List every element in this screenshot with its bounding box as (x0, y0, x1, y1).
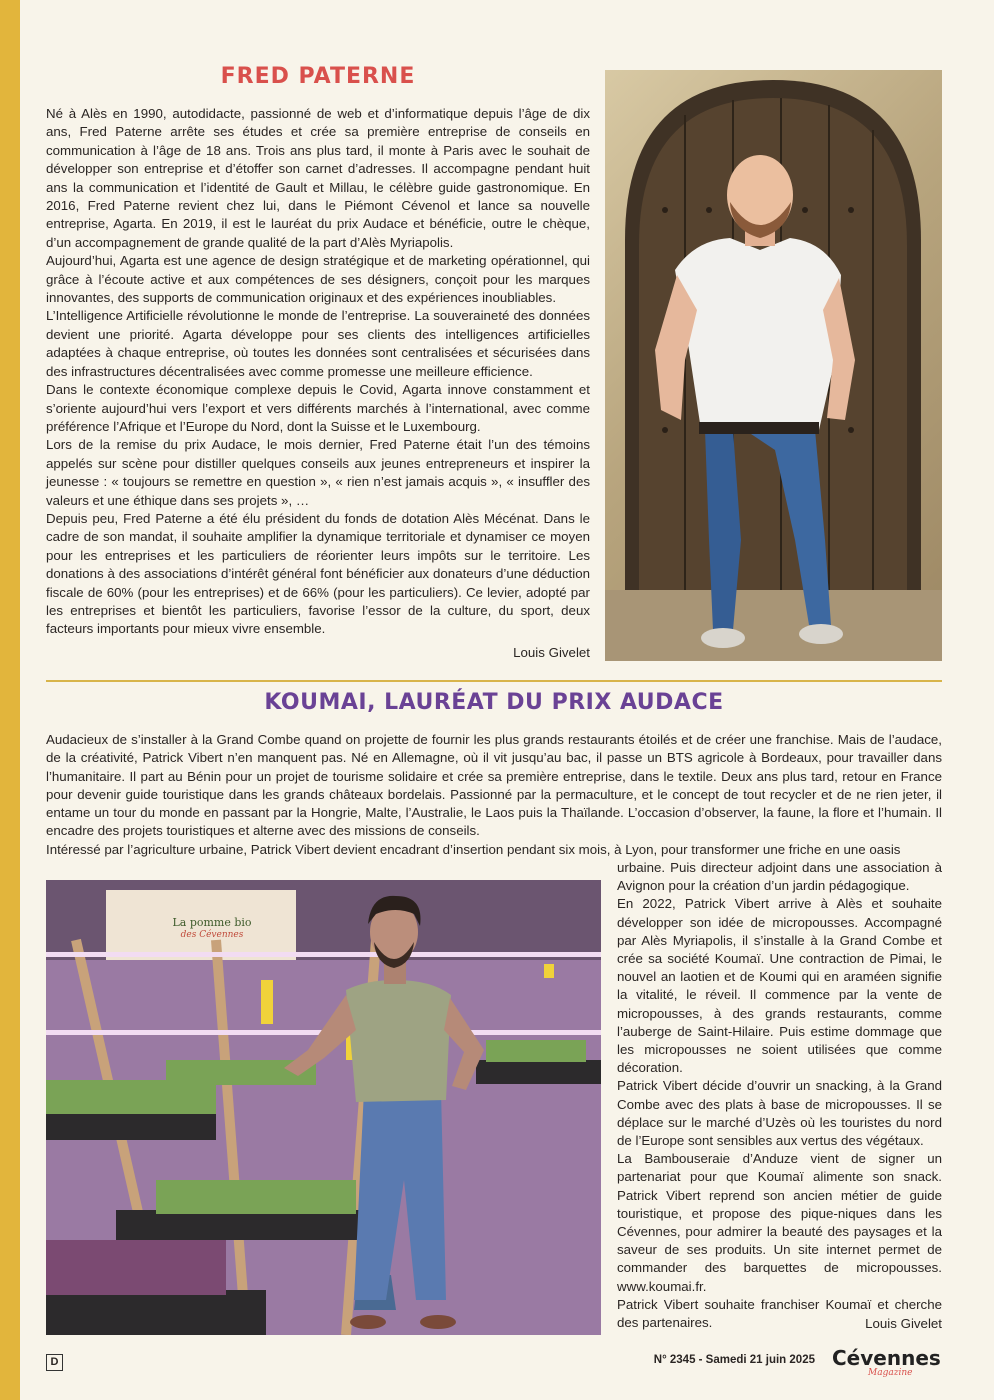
article1-paragraph: Né à Alès en 1990, autodidacte, passionné de web et d’informatique depuis l’âge de dix ans, Fred Paterne arrête ses études et crée sa première entreprise de conseils en communication à l’âge de 18 ans. Trois ans plus tard, il monte à Paris avec le souhait de développer son entreprise et d’étoffer son carnet d’adresses. Il accompagne pendant huit ans la communication et l’identité de Gault et Millau, le célèbre guide gastronomique. En 2016, Fred Paterne revient chez lui, dans le Piémont Cévenol et lance sa nouvelle entreprise, Agarta. En 2019, il est le lauréat du prix Audace et bénéficie, outre le chèque, d’un accompagnement de grande qualité de la part d’Alès Myriapolis. (46, 106, 590, 250)
photo-micropousses-shelves (46, 880, 601, 1335)
magazine-logo: Cévennes (832, 1346, 941, 1370)
article2-column-paragraph: Patrick Vibert souhaite franchiser Koumaï et cherche des partenaires. (617, 1296, 942, 1331)
box-sign-line1: La pomme bio (172, 916, 252, 929)
article2-column-paragraph: En 2022, Patrick Vibert arrive à Alès et souhaite développer son idée de micropousses. Accompagné par Alès Myriapolis, il s’installe à la Grand Combe et crée sa société Koumaï. Une contraction de Pimai, le nouvel an laotien et de Koumi qui en araméen signifie la vitalité, le réveil. Il commence par la vente de micropousses, à des grands restaurants, comme l’auberge de Saint-Hilaire. Puis estime dommage que les micropousses ne soient utilisées que comme décoration. (617, 896, 942, 1076)
article2-paragraph: Audacieux de s’installer à la Grand Combe quand on projette de fournir les plus grands restaurants étoilés et de créer une franchise. Mais de l’audace, de la créativité, Patrick Vibert n’en manquent pas. Né en Allemagne, où il vit jusqu’au bac, il passe un BTS agricole à Bordeaux, pour travailler dans l’humanitaire. Il part au Bénin pour un projet de tourisme solidaire et crée sa première entreprise, dans le textile. Deux ans plus tard, retour en France pour devenir guide touristique dans les grands châteaux bordelais. Passionné par la permaculture, et le concept de tout recycler et de ne rien jeter, il entame un tour du monde en passant par la Hongrie, Malte, l’Australie, le Laos puis la Thaïlande. L’occasion d’observer, la faune, la flore et l’humain. Il encadre des projets touristiques et alterne avec des missions de conseils. (46, 732, 942, 839)
article1-paragraph: Depuis peu, Fred Paterne a été élu président du fonds de dotation Alès Mécénat. Dans le cadre de son mandat, il souhaite amplifier la dynamique territoriale et dynamiser ce moyen pour les entreprises et les particuliers de réorienter leurs impôts sur le territoire. Les donations à des associations d’intérêt général font bénéficier aux donateurs d’une déduction fiscale de 60% (pour les entreprises) et de 66% (pour les particuliers). Ce levier, adopté par les entreprises et bientôt les particuliers, favorise l’essor de la culture, du sport, deux facteurs importants pour mieux vivre ensemble. (46, 510, 590, 637)
box-sign-line2: des Cévennes (180, 930, 244, 940)
article2-column-paragraph: La Bambouseraie d’Anduze vient de signer un partenariat pour que Koumaï alimente son snack. Patrick Vibert reprend son ancien métier de guide touristique, et propose des pique-niques dans les Cévennes, pour admirer la beauté des paysages et la saveur de ses produits. Un site internet permet de commander des barquettes de micropousses. www.koumai.fr. (617, 1151, 942, 1294)
article1-paragraph: Lors de la remise du prix Audace, le mois dernier, Fred Paterne était l’un des témoins appelés sur scène pour distiller quelques conseils aux jeunes entrepreneurs et inspirer la jeunesse : « toujours se remettre en question », « rien n’est jamais acquis », « insuffler des valeurs et une éthique dans ses projets », … (46, 437, 590, 508)
article1-body (46, 105, 590, 639)
section-divider (46, 680, 942, 682)
accent-bar (0, 0, 20, 1400)
magazine-logo-sub: Magazine (868, 1368, 913, 1378)
article1-title: FRED PATERNE (220, 64, 416, 89)
article2-column-paragraph: Patrick Vibert décide d’ouvrir un snacking, à la Grand Combe avec des plats à base de micropousses. Il se déplace sur le marché d’Uzès où les touristes du nord de l’Europe sont sensibles aux vertus des végétaux. (617, 1078, 942, 1149)
portrait-photo-fred-paterne (605, 70, 942, 661)
article2-intro (46, 731, 942, 859)
article1-paragraph: Dans le contexte économique complexe depuis le Covid, Agarta innove constamment et s’oriente aujourd’hui vers l’export et vers différents marchés à l’international, avec comme préférence l’Afrique et l’Europe du Nord, dont la Suisse et le Luxembourg. (46, 382, 590, 434)
article2-column (617, 859, 942, 1332)
issue-info: N° 2345 - Samedi 21 juin 2025 (653, 1354, 815, 1366)
article2-paragraph: Intéressé par l’agriculture urbaine, Patrick Vibert devient encadrant d’insertion pendant six mois, à Lyon, pour transformer une friche en une oasis (46, 841, 901, 857)
section-badge: D (46, 1354, 63, 1371)
article1-paragraph: L’Intelligence Artificielle révolutionne le monde de l’entreprise. La souveraineté des données devient une priorité. Agarta développe pour ses clients des intelligences artificielles adaptées à chaque entreprise, où toutes les données sont centralisées et sécurisées dans des infrastructures décentralisées avec comme promesse une meilleure efficience. (46, 308, 590, 379)
article1-author: Louis Givelet (513, 645, 590, 660)
portrait-illustration (605, 70, 942, 661)
article1-paragraph: Aujourd’hui, Agarta est une agence de design stratégique et de marketing opérationnel, qui grâce à l’écoute active et aux compétences de ses désigners, conçoit pour les marques innovantes, des supports de communication originaux et des expériences inoubliables. (46, 253, 590, 306)
article2-title: KOUMAI, LAURÉAT DU PRIX AUDACE (264, 690, 724, 715)
box-sign (142, 916, 282, 942)
article2-column-paragraph: urbaine. Puis directeur adjoint dans une association à Avignon pour la création d’un jardin pédagogique. (617, 860, 942, 894)
article2-author: Louis Givelet (865, 1316, 942, 1331)
greenhouse-illustration (46, 880, 601, 1335)
